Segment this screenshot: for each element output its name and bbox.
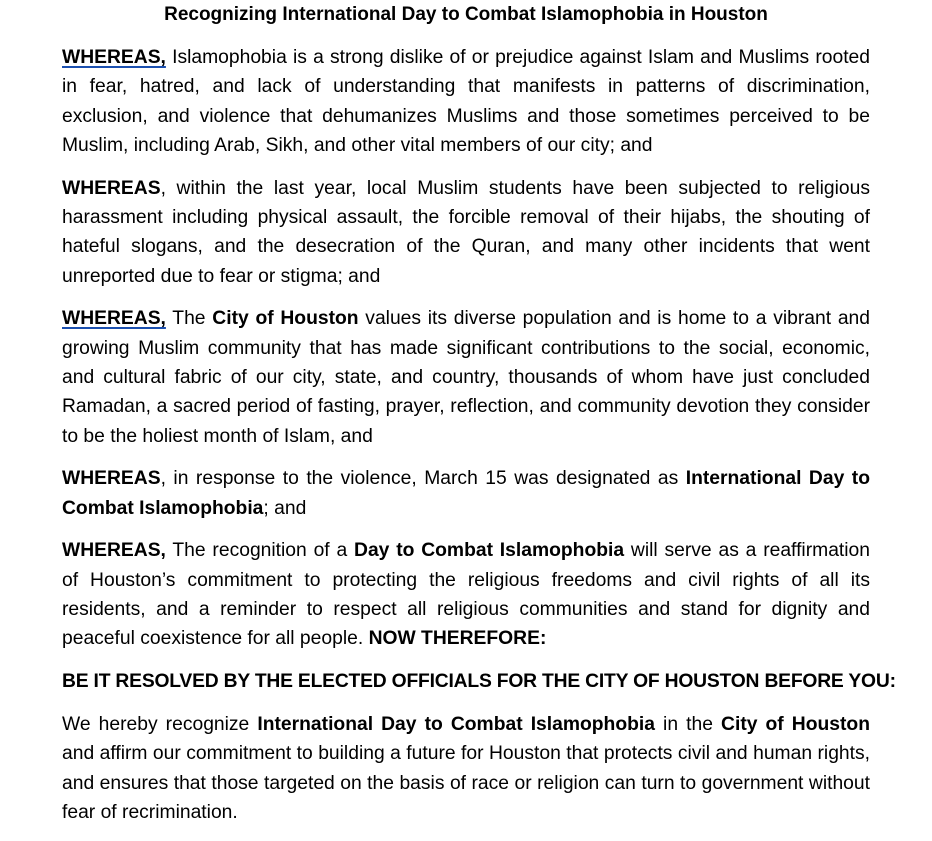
whereas-paragraph-1 — [62, 43, 870, 160]
whereas-paragraph-3 — [62, 304, 870, 450]
whereas-lead: WHEREAS — [62, 468, 161, 490]
now-therefore: NOW THEREFORE: — [368, 628, 547, 650]
paragraph-text: and affirm our commitment to building a future for Houston that protects civil and human rights, and ensures that those targeted on the basis of race or religion can turn to government without fear of recrimination. — [62, 743, 870, 823]
whereas-lead: WHEREAS, — [62, 308, 166, 330]
bold-phrase: City of Houston — [212, 308, 359, 330]
paragraph-text: ; and — [263, 497, 307, 519]
bold-phrase: City of Houston — [721, 713, 870, 735]
whereas-lead: WHEREAS, — [62, 47, 166, 68]
resolved-heading: BE IT RESOLVED BY THE ELECTED OFFICIALS FOR THE CITY OF HOUSTON BEFORE YOU: — [62, 671, 896, 693]
whereas-paragraph-2 — [62, 174, 870, 291]
bold-phrase: International Day to Combat Islamophobia — [257, 713, 655, 735]
whereas-lead: WHEREAS, — [62, 540, 166, 562]
paragraph-text: The recognition of a — [165, 540, 355, 562]
paragraph-text: , in response to the violence, March 15 was designated as — [160, 468, 686, 490]
paragraph-text: We hereby recognize — [62, 713, 258, 735]
bold-phrase: International Day to Combat Islamophobia — [62, 468, 870, 519]
paragraph-text: The — [165, 308, 213, 330]
whereas-lead: WHEREAS — [62, 177, 161, 199]
paragraph-text: will serve as a reaffirmation of Houston’s commitment to protecting the religious freedoms and civil rights of all its residents, and a reminder to respect all religious communities and stand for dignity and peaceful coexistence for all people. — [62, 540, 871, 650]
whereas-paragraph-5 — [62, 536, 870, 653]
whereas-paragraph-4 — [62, 464, 870, 523]
paragraph-text: values its diverse population and is home to a vibrant and growing Muslim community that has made significant contributions to the social, economic, and cultural fabric of our city, state, and country, thousands of whom have just concluded Ramadan, a sacred period of fasting, prayer, reflection, and community devotion they consider to be the holiest month of Islam, and — [62, 308, 870, 447]
paragraph-text: , within the last year, local Muslim students have been subjected to religious harassment including physical assault, the forcible removal of their hijabs, the shouting of hateful slogans, and the desecration of the Quran, and many other incidents that went unreported due to fear or stigma; and — [62, 177, 870, 287]
paragraph-text: in the — [654, 713, 722, 735]
document-title: Recognizing International Day to Combat Islamophobia in Houston — [164, 4, 768, 25]
bold-phrase: Day to Combat Islamophobia — [354, 540, 625, 562]
resolution-document — [0, 3, 932, 827]
recognition-paragraph — [62, 710, 870, 827]
paragraph-text: Islamophobia is a strong dislike of or prejudice against Islam and Muslims rooted in fear, hatred, and lack of understanding that manifests in patterns of discrimination, exclusion, and violence that dehumanizes Muslims and those sometimes perceived to be Muslim, including Arab, Sikh, and other vital members of our city; and — [62, 47, 870, 156]
